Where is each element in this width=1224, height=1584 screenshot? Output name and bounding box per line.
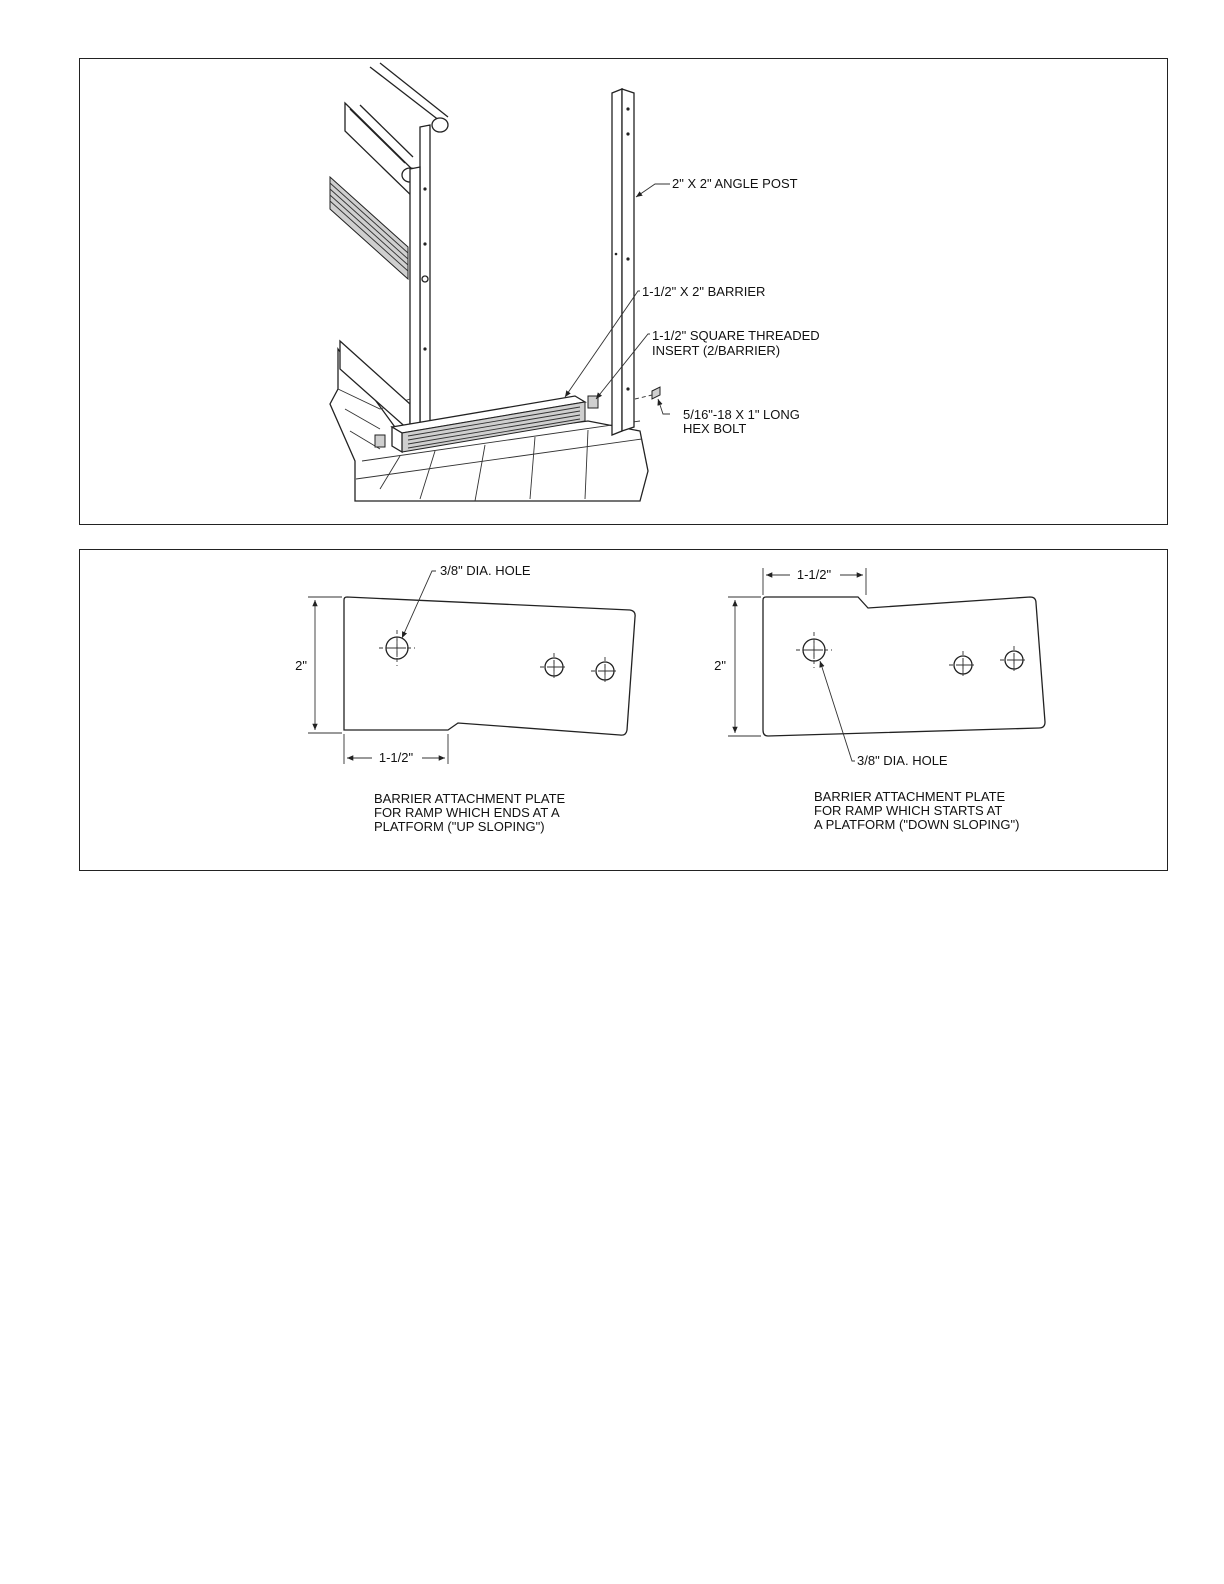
plate-down-hole-label: 3/8" DIA. HOLE — [857, 753, 948, 768]
plate-down-height-dim: 2" — [714, 658, 726, 673]
plate-up-caption-line2: FOR RAMP WHICH ENDS AT A — [374, 805, 560, 820]
plate-down-width-dim: 1-1/2" — [796, 567, 832, 582]
hole-leader — [402, 571, 436, 638]
assembly-diagram-panel — [79, 58, 1168, 525]
hole-small — [1000, 646, 1028, 674]
hole-small — [949, 651, 977, 679]
bolt-leader — [658, 399, 670, 414]
angle-post-leader — [636, 184, 670, 197]
plate-up-height-dim: 2" — [295, 658, 307, 673]
assembly-drawing — [80, 59, 1167, 524]
hex-bolt — [635, 387, 660, 399]
plate-down-caption-line2: FOR RAMP WHICH STARTS AT — [814, 803, 1003, 818]
insert-label-line1: 1-1/2" SQUARE THREADED — [652, 328, 820, 343]
hole-small — [540, 653, 568, 681]
hole-leader — [820, 661, 855, 761]
insert-label-line2: INSERT (2/BARRIER) — [652, 343, 781, 358]
plate-up-caption-line3: PLATFORM ("UP SLOPING") — [374, 819, 545, 834]
bolt-label-line1: 5/16"-18 X 1" LONG — [683, 407, 800, 422]
hole-large — [796, 632, 832, 668]
bolt-label-line2: HEX BOLT — [683, 421, 747, 436]
plates-drawing — [80, 550, 1167, 870]
hole-small — [591, 657, 619, 685]
plates-diagram-panel — [79, 549, 1168, 871]
angle-post-label: 2" X 2" ANGLE POST — [672, 176, 798, 191]
plate-down-sloping — [714, 567, 1045, 832]
plate-up-caption-line1: BARRIER ATTACHMENT PLATE — [374, 791, 566, 806]
hole-large — [379, 630, 415, 666]
left-post — [410, 125, 430, 425]
plate-down-caption-line1: BARRIER ATTACHMENT PLATE — [814, 789, 1006, 804]
angle-post — [612, 89, 634, 435]
barrier-label: 1-1/2" X 2" BARRIER — [642, 284, 766, 299]
plate-up-hole-label: 3/8" DIA. HOLE — [440, 563, 531, 578]
plate-up-width-dim: 1-1/2" — [378, 750, 414, 765]
plate-up-sloping — [295, 563, 635, 834]
plate-down-caption-line3: A PLATFORM ("DOWN SLOPING") — [814, 817, 1020, 832]
